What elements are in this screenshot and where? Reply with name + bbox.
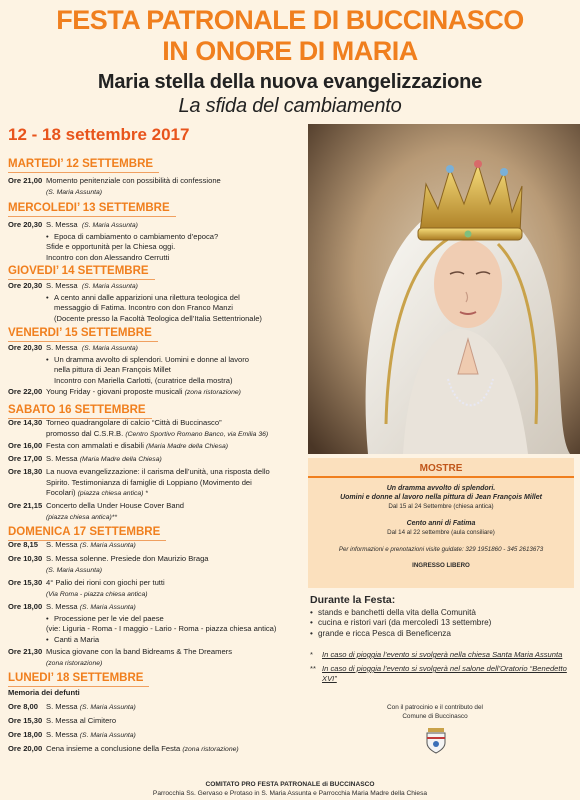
- event-text: S. Messa solenne. Presiede don Maurizio Braga: [46, 554, 209, 563]
- event-line: Spirito. Testimonianza di famiglie di Loppiano (Movimento dei: [46, 477, 252, 487]
- event-line: Incontro con don Alessandro Cerrutti: [46, 252, 170, 262]
- municipality-crest-icon: [424, 728, 448, 754]
- event-time: Ore 8,00: [8, 702, 38, 711]
- event-bullet: • A cento anni dalle apparizioni una rilettura teologica del: [46, 293, 304, 304]
- event-line: (Docente presso la Facoltà Teologica dell’Italia Settentrionale): [54, 313, 262, 323]
- event-time: Ore 20,30: [8, 343, 43, 352]
- event-text: S. Messa: [46, 730, 78, 739]
- note-marker: **: [310, 664, 316, 673]
- event-text: S. Messa: [46, 540, 78, 549]
- exhibition-2-dates: Dal 14 al 22 settembre (aula consiliare): [387, 529, 495, 536]
- event-note: (piazza chiesa antica) *: [77, 490, 148, 498]
- event-note: (S. Maria Assunta): [81, 283, 138, 290]
- event-time: Ore 18,30: [8, 467, 43, 476]
- event-time: Ore 15,30: [8, 578, 43, 587]
- event-note: (Centro Sportivo Romano Banco, via Emilia 36): [125, 430, 269, 438]
- event-time: Ore 17,00: [8, 454, 43, 463]
- event-text: S. Messa: [46, 454, 78, 463]
- day-heading-saturday: SABATO 16 SETTEMBRE: [8, 404, 146, 416]
- event-note: (Maria Madre della Chiesa): [79, 456, 162, 463]
- day-heading-wednesday: MERCOLEDI’ 13 SETTEMBRE: [8, 202, 170, 214]
- event-text: Festa con ammalati e disabili: [46, 441, 144, 450]
- event-bullet: • Un dramma avvolto di splendori. Uomini e donne al lavoro: [46, 355, 304, 366]
- memorial-label: Memoria dei defunti: [8, 688, 80, 697]
- event-line: messaggio di Fatima. Incontro con don Franco Manzi: [54, 303, 233, 313]
- event-bullet: • Canti a Maria: [46, 635, 304, 646]
- event-text: S. Messa: [46, 602, 78, 611]
- event-time: Ore 21,15: [8, 501, 43, 510]
- event-bullet: • Epoca di cambiamento o cambiamento d’epoca?: [46, 232, 304, 243]
- event-line: nella pittura di Jean François Millet: [54, 365, 171, 375]
- event-dates: 12 - 18 settembre 2017: [8, 125, 190, 144]
- note-marker: *: [310, 650, 313, 659]
- madonna-statue-image: [308, 124, 580, 454]
- rain-note: [310, 650, 576, 660]
- tagline: La sfida del cambiamento: [178, 95, 402, 117]
- patronage-line: Comune di Buccinasco: [402, 712, 468, 720]
- event-time: Ore 18,00: [8, 602, 43, 611]
- event-note: (S. Maria Assunta): [46, 188, 103, 196]
- event-time: Ore 16,00: [8, 441, 43, 450]
- festival-item: • cucina e ristori vari (da mercoledì 13 settembre): [310, 618, 576, 629]
- event-note: (zona ristorazione): [184, 389, 241, 396]
- event-note: (S. Maria Assunta): [79, 732, 136, 739]
- event-time: Ore 20,30: [8, 281, 43, 290]
- event-time: Ore 20,00: [8, 744, 43, 753]
- event-line: Sfide e opportunità per la Chiesa oggi.: [46, 242, 176, 252]
- event-text: Cena insieme a conclusione della Festa: [46, 744, 181, 753]
- patronage: [360, 704, 510, 721]
- festival-info: [310, 595, 576, 639]
- event-line: (vie: Liguria - Roma - I maggio - Lario - Roma - piazza chiesa antica): [46, 624, 277, 634]
- day-heading-thursday: GIOVEDI’ 14 SETTEMBRE: [8, 265, 149, 277]
- event-text: S. Messa: [46, 702, 78, 711]
- day-heading-tuesday: MARTEDI’ 12 SETTEMBRE: [8, 158, 154, 170]
- exhibition-1-dates: Dal 15 al 24 Settembre (chiesa antica): [388, 503, 494, 510]
- note-text: In caso di pioggia l’evento si svolgerà nella chiesa Santa Maria Assunta: [322, 650, 563, 659]
- event-text: S. Messa: [46, 281, 78, 290]
- event-time: Ore 15,30: [8, 716, 43, 725]
- event-time: Ore 14,30: [8, 418, 43, 427]
- event-line: Focolari): [46, 488, 76, 498]
- free-entry-label: INGRESSO LIBERO: [412, 562, 470, 569]
- day-heading-monday: LUNEDI’ 18 SETTEMBRE: [8, 672, 144, 684]
- title-line-2: IN ONORE DI MARIA: [162, 36, 418, 66]
- festival-item: • grande e ricca Pesca di Beneficenza: [310, 629, 576, 640]
- exhibition-2-title: Cento anni di Fatima: [406, 520, 476, 527]
- subtitle: Maria stella della nuova evangelizzazione: [97, 71, 483, 93]
- event-text: 4° Palio dei rioni con giochi per tutti: [46, 578, 165, 587]
- parishes-line: Parrocchia Ss. Gervaso e Protaso in S. Maria Assunta e Parrocchia Maria Madre della Chiesa: [152, 790, 428, 797]
- patronage-line: Con il patrocinio e il contributo del: [387, 704, 483, 711]
- event-text: S. Messa al Cimitero: [46, 716, 117, 725]
- event-time: Ore 18,00: [8, 730, 43, 739]
- event-note: (Maria Madre della Chiesa): [146, 443, 229, 450]
- footer: [0, 780, 580, 798]
- event-note: (S. Maria Assunta): [46, 566, 103, 574]
- event-note: (S. Maria Assunta): [81, 345, 138, 352]
- event-note: (S. Maria Assunta): [79, 604, 136, 611]
- event-text: Concerto della Under House Cover Band: [46, 501, 185, 510]
- exhibitions-heading: MOSTRE: [419, 463, 463, 474]
- title-line-1: FESTA PATRONALE DI BUCCINASCO: [56, 5, 524, 35]
- exhibition-1-subtitle: Uomini e donne al lavoro nella pittura di Jean François Millet: [340, 494, 542, 501]
- event-time: Ore 10,30: [8, 554, 43, 563]
- event-time: Ore 22,00: [8, 387, 43, 396]
- event-note: (S. Maria Assunta): [79, 704, 136, 711]
- event-time: Ore 21,00: [8, 176, 43, 185]
- event-note: (S. Maria Assunta): [79, 542, 136, 549]
- day-heading-friday: VENERDI’ 15 SETTEMBRE: [8, 327, 152, 339]
- event-time: Ore 8,15: [8, 540, 38, 549]
- event-time: Ore 20,30: [8, 220, 43, 229]
- event-text: La nuova evangelizzazione: il carisma dell’unità, una risposta dello: [46, 467, 270, 476]
- festival-info-heading: Durante la Festa:: [310, 594, 396, 606]
- event-note: (S. Maria Assunta): [81, 222, 138, 229]
- event-text: Momento penitenziale con possibilità di confessione: [46, 176, 221, 185]
- committee-name: COMITATO PRO FESTA PATRONALE di BUCCINASCO: [205, 781, 375, 788]
- event-note: (zona ristorazione): [46, 659, 103, 667]
- day-heading-sunday: DOMENICA 17 SETTEMBRE: [8, 526, 161, 538]
- festival-item: • stands e banchetti della vita della Comunità: [310, 608, 576, 619]
- event-text: Young Friday - giovani proposte musicali: [46, 387, 183, 396]
- event-bullet: • Processione per le vie del paese: [46, 614, 304, 625]
- rain-note: [310, 664, 576, 684]
- event-note: (Via Roma - piazza chiesa antica): [46, 590, 148, 598]
- event-text: Musica giovane con la band Bidreams & The Dreamers: [46, 647, 232, 656]
- event-time: Ore 21,30: [8, 647, 43, 656]
- event-text: Torneo quadrangolare di calcio “Città di Buccinasco”: [46, 418, 222, 427]
- event-line: promosso dal C.S.R.B.: [46, 428, 124, 438]
- event-text: S. Messa: [46, 343, 78, 352]
- event-line: Incontro con Mariella Carlotti, (curatrice della mostra): [54, 375, 233, 385]
- event-note: (piazza chiesa antica)**: [46, 513, 118, 521]
- event-text: S. Messa: [46, 220, 78, 229]
- exhibitions-info: Per informazioni e prenotazioni visite guidate: 329 1951860 - 345 2613673: [338, 546, 544, 553]
- exhibition-1-title: Un dramma avvolto di splendori.: [386, 485, 496, 492]
- event-note: (zona ristorazione): [182, 746, 239, 753]
- rain-notes: [310, 650, 576, 688]
- note-text: In caso di pioggia l’evento si svolgerà nel salone dell’Oratorio “Benedetto XVI”: [322, 664, 567, 683]
- exhibitions-box: [308, 458, 574, 588]
